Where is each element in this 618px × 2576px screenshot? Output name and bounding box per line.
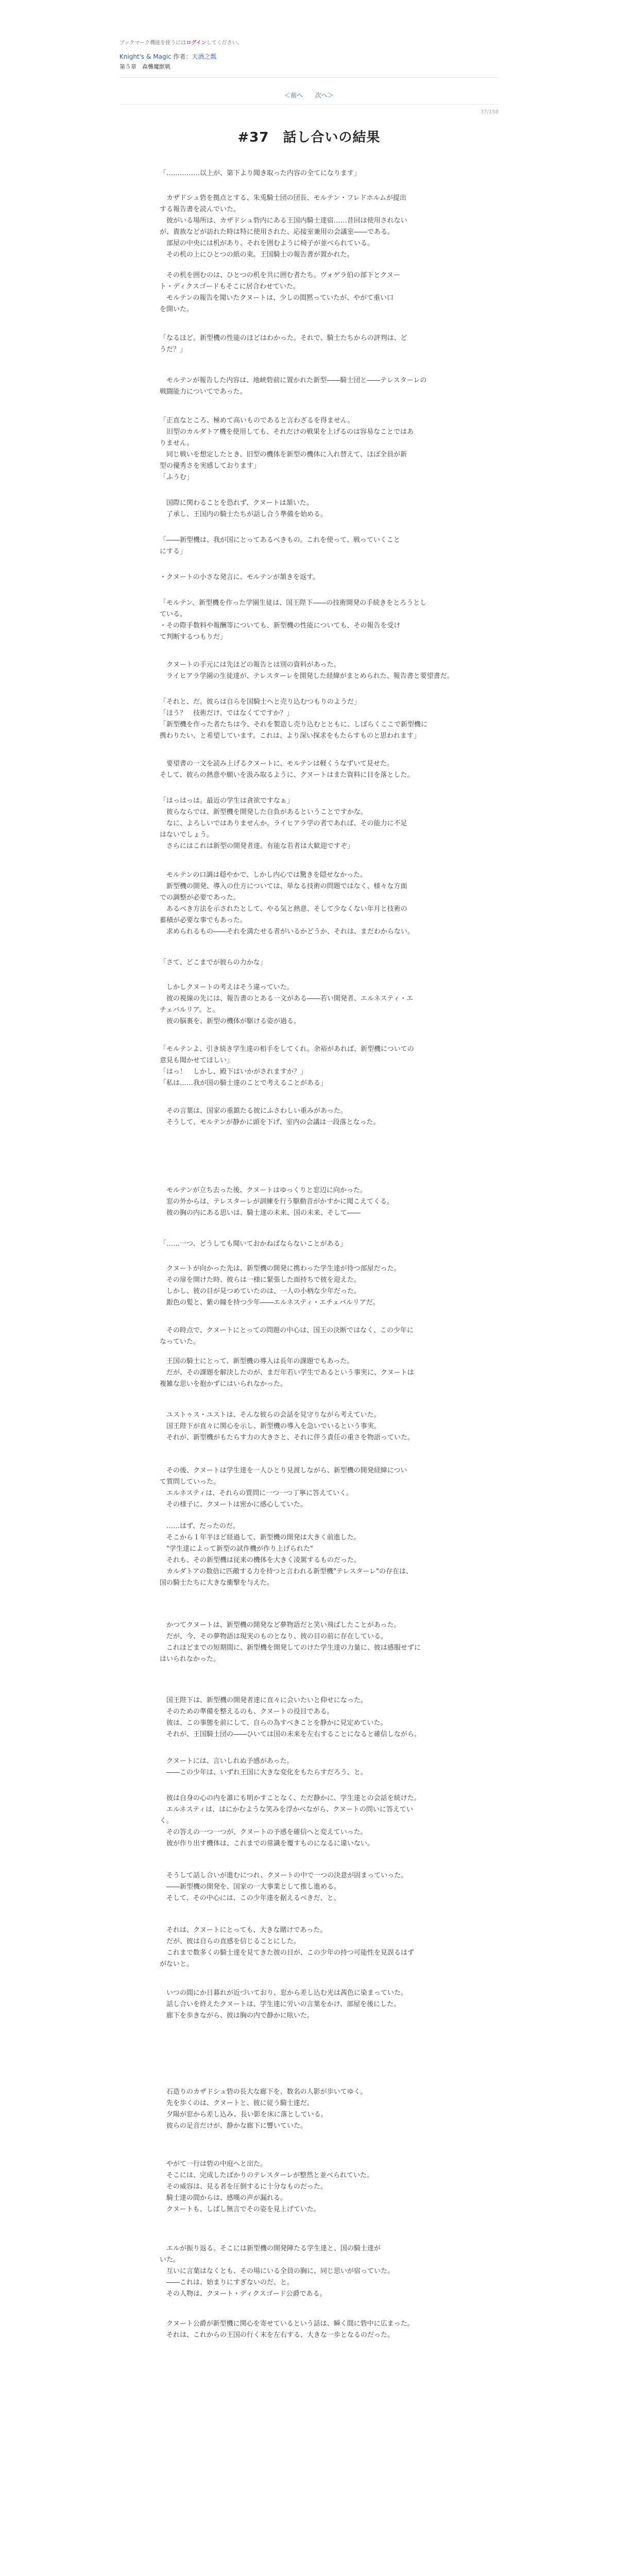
- paragraph: 彼は自身の心の内を誰にも明かすことなく、ただ静かに、学生達との会話を続けた。 エルネスティは、はにかむような笑みを浮かべながら、クヌートの問いに答えてい く。 その答えの一つ一つが、クヌートの予感を確信へと変えていった。 彼が作り出す機体は、これまでの常識を覆すものになるに違いない。: [160, 1794, 421, 1848]
- paragraph: 「なるほど。新型機の性能のほどはわかった。それで、騎士たちからの評判は、ど うだ？」: [160, 334, 407, 353]
- paragraph: 石造りのカザドシュ砦の長大な廊下を、数名の人影が歩いてゆく。 先を歩くのは、クヌートと、彼に従う騎士達だ。 夕陽が窓から差し込み、長い影を床に落としている。 彼らの足音だけが、静かな廊下に響いていた。: [166, 2088, 367, 2130]
- login-notice: [119, 38, 243, 46]
- login-link[interactable]: ログイン: [186, 40, 207, 46]
- login-notice-prefix: ブックマーク機能を使うには: [119, 40, 186, 46]
- chapter-title: 第５章 森襲魔獣戦: [119, 63, 170, 70]
- paragraph: その時点で、クヌートにとっての問題の中心は、国王の決断ではなく、この少年に なっていた。: [160, 1327, 414, 1346]
- paragraph: ・クヌートの小さな発言に、モルテンが頷きを返す。: [160, 573, 320, 581]
- paragraph: クヌートには、言いしれぬ予感があった。 ――この少年は、いずれ王国に大きな変化をもたらすだろう、と。: [166, 1757, 368, 1776]
- episode-index: 37/158: [480, 109, 499, 115]
- paragraph: エルが振り返る。そこには新型機の開発陣たる学生達と、国の騎士達が いた。 互いに言葉はなくとも、その場にいる全員の胸に、同じ思いが宿っていた。 ――これは、始まりにすぎないのだ、と。 その人物は、クヌート・ディクスゴード公爵である。: [160, 2245, 394, 2298]
- login-notice-suffix: してください。: [206, 40, 243, 46]
- paragraph: そうして話し合いが進むにつれ、クヌートの中で一つの決意が固まっていった。 ――新型機の開発を、国家の一大事業として推し進める。 そして、その中心には、この少年達を据えるべきだ、と。: [166, 1872, 408, 1902]
- paragraph: 「それと、だ。彼らは自らを国騎士へと売り込むつもりのようだ」 「ほう？ 技術だけ、ではなくてですか？」 「新型機を作った者たちは今、それを製造し売り込むとともに、しばらくここで新型機に 携わりたい、と希望しています。これは、より深い探求をもたらすものと思われます」: [160, 698, 428, 740]
- paragraph: 「モルテン、新型機を作った学園生徒は、国王陛下――の技術開発の手続きをとろうとし ている。 ・その際手数料や報酬等についても、新型機の性能についても、その報告を受け て判断するつもりだ」: [160, 599, 427, 641]
- paragraph: モルテンの口調は穏やかで、しかし内心では驚きを隠せなかった。 新型機の開発、導入の仕方については、単なる技術の問題ではなく、様々な方面 での調整が必要であった。 あるべき方法を示されたとして、やる気と熱意、そして少なくない年月と技術の 蓄積が必要な事でもあった。 求められるもの――それを満たせる者がいるかどうか、それは、まだわからない。: [160, 871, 415, 936]
- paragraph: 「はっはっは。最近の学生は貪欲ですなぁ」 彼らならでは、新型機を開発した自負があるということですかな。 なに、よろしいではありませんか。ライヒアラ学の者であれば、その能力に不足 はないでしょう。 さらにはこれは新型の開発者達。有能な若者は大歓迎ですぞ」: [160, 797, 407, 850]
- paragraph: 「……一つ、どうしても聞いておかねばならないことがある」: [160, 1240, 347, 1248]
- paragraph: 「モルテンよ、引き続き学生達の相手をしてくれ。余裕があれば、新型機についての 意見も聞かせてほしい」 「はっ！ しかし、殿下はいかがされますか？」 「私は……我が国の騎士達のことで考えることがある」: [160, 1045, 414, 1087]
- paragraph: かつてクヌートは、新型機の開発など夢物語だと笑い飛ばしたことがあった。 だが、今、その夢物語は現実のものとなり、彼の目の前に存在している。 これほどまでの短期間に、新型機を開発してのけた学生達の力量に、彼は感服せずに はいられなかった。: [160, 1621, 421, 1663]
- author-info: [173, 53, 216, 60]
- paragraph: やがて一行は砦の中庭へと出た。 そこには、完成したばかりのテレスターレが整然と並べられていた。 その威容は、見る者を圧倒するに十分なものだった。 騎士達の間からは、感嘆の声が漏れる。 クヌートも、しばし無言でその姿を見上げていた。: [166, 2160, 374, 2213]
- series-line: [119, 52, 216, 61]
- author-link[interactable]: 天酒之瓢: [192, 53, 217, 60]
- author-label: 作者：: [173, 53, 192, 60]
- next-link[interactable]: 次へ＞: [315, 92, 334, 99]
- paragraph: それは、クヌートにとっても、大きな賭けであった。 だが、彼は自らの直感を信じることにした。 これまで数多くの騎士達を見てきた彼の目が、この少年の持つ可能性を見誤るはず がないと。: [160, 1926, 415, 1968]
- paragraph: いつの間にか日暮れが近づいており、窓から差し込む光は茜色に染まっていた。 話し合いを終えたクヌートは、学生達に労いの言葉をかけ、部屋を後にした。 廊下を歩きながら、彼は胸の内で静かに呟いた。: [166, 1989, 408, 2020]
- pager-nav: [0, 91, 618, 99]
- paragraph: モルテンが立ち去った後、クヌートはゆっくりと窓辺に向かった。 窓の外からは、テレスターレが訓練を行う駆動音がかすかに聞こえてくる。 彼の胸の内にある思いは、騎士達の未来、国の未来、そして――: [166, 1187, 394, 1217]
- paragraph: 王国の騎士にとって、新型機の導入は長年の課題でもあった。 だが、その課題を解決したのが、まだ年若い学生であるという事実に、クヌートは 複雑な思いを抱かずにはいられなかった。: [160, 1358, 414, 1388]
- paragraph: 要望書の一文を読み上げるクヌートに、モルテンは軽くうなずいて見せた。 そして、彼らの熱意や願いを汲み取るように、クヌートはまた資料に目を落とした。: [160, 760, 414, 779]
- paragraph: 国際に関わることを恐れず、クヌートは頷いた。 了承し、王国内の騎士たちが話し合う準備を始める。: [166, 499, 328, 518]
- paragraph: 「……………以上が、第下より聞き取った内容の全てになります」: [160, 170, 361, 177]
- paragraph: 「さて、どこまでが彼らの力かな」: [160, 959, 267, 967]
- episode-title: #37 話し合いの結果: [237, 130, 381, 145]
- paragraph: しかしクヌートの考えはそう違っていた。 彼の視線の先には、報告書のとある一文がある――若い開発者、エルネスティ・エ チェバルリア。と。 彼の脳裏を、新型の機体が駆ける姿が過る。: [160, 984, 414, 1025]
- paragraph: カザドシュ砦を拠点とする、朱兎騎士団の団長、モルテン・フレドホルムが提出 する報告書を読んでいた。 彼がいる場所は、カザドシュ砦内にある王国内騎士達宿……昔回は使用されない が、貴族などが訪れた時は特に使用された、応接室兼用の会議室――である。 部屋の中央には机があり、それを囲むように椅子が並べられている。 その机の上にひとつの紙の束。王国騎士の報告書が置かれた。: [160, 194, 407, 259]
- divider-nav: [119, 104, 499, 105]
- prev-link[interactable]: ＜前へ: [284, 92, 303, 99]
- series-title-link[interactable]: Knight's & Magic: [119, 53, 171, 60]
- divider-top: [119, 77, 499, 78]
- paragraph: 国王陛下は、新型機の開発者達に直々に会いたいと仰せになった。 そのための準備を整えるのも、クヌートの役目である。 彼は、この事態を前にして、自らの為すべきことを静かに見定めていた。 それが、王国騎士団の――ひいては国の未来を左右することになると確信しながら。: [166, 1697, 421, 1738]
- paragraph: その言葉は、国家の重鎮たる彼にふさわしい重みがあった。 そうして、モルテンが静かに頭を下げ、室内の会議は一段落となった。: [166, 1107, 380, 1126]
- paragraph: 「正直なところ、極めて高いものであると言わざるを得ません。 旧型のカルダトア機を使用しても、それだけの戦果を上げるのは容易なことではあ りません。 同じ戦いを想定したとき、旧型の機体を新型の機体に入れ替えて、ほぼ全員が新 型の優秀さを実感しております」 「ふうむ」: [160, 417, 414, 481]
- paragraph: 「――新型機は、我が国にとってあるべきもの。これを使って、戦っていくこと にする」: [160, 536, 400, 555]
- paragraph: クヌートの手元には先ほどの報告とは別の資料があった。 ライヒアラ学園の生徒達が、テレスターレを開発した経緯がまとめられた、報告書と要望書だ。: [166, 661, 454, 680]
- paragraph: その後、クヌートは学生達を一人ひとり見渡しながら、新型機の開発経緯につい て質問していった。 エルネスティは、それらの質問に一つ一つ丁寧に答えていく。 その様子に、クヌートは密かに感心していた。: [160, 1467, 407, 1509]
- paragraph: モルテンが報告した内容は、地峡砦前に置かれた新型――騎士団と――テレスターレの 戦闘能力についてであった。: [160, 377, 427, 396]
- paragraph: ユストゥス・ユストは、そんな彼らの会話を見守りながら考えていた。 国王陛下が直々に関心を示し、新型機の導入を急いでいるという事実。 それが、新型機がもたらす力の大きさと、それに伴う責任の重さを物語っていた。: [166, 1411, 415, 1442]
- paragraph: ……はず、だったのだ。 そこから１年半ほど経過して、新型機の開発は大きく前進した。 "学生達によって新型の試作機が作り上げられた" それも、その新型機は従来の機体を大きく凌駕するものだった。 カルダトアの数倍に匹敵する力を持つと言われる新型機"テレスターレ"の存在は、 国の騎士たちに大きな衝撃を与えた。: [160, 1522, 413, 1587]
- paragraph: クヌートが向かった先は、新型機の開発に携わった学生達が待つ部屋だった。 その扉を開けた時、彼らは一様に緊張した面持ちで彼を迎えた。 しかし、彼の目が見つめていたのは、一人の小柄な少年だった。 銀色の髪と、紫の瞳を持つ少年――エルネスティ・エチェバルリアだ。: [166, 1265, 401, 1307]
- paragraph: クヌート公爵が新型機に関心を寄せているという話は、瞬く間に砦中に広まった。 それは、これからの王国の行く末を左右する、大きな一歩となるのだった。: [166, 2320, 414, 2339]
- paragraph: その机を囲むのは、ひとつの机を共に囲む者たち。ヴォゲラ伯の部下とクヌー ト・ディクスゴードもそこに居合わせていた。 モルテンの報告を聞いたクヌートは、少しの間黙っていたが、やがて重い口 を開いた。: [160, 272, 400, 313]
